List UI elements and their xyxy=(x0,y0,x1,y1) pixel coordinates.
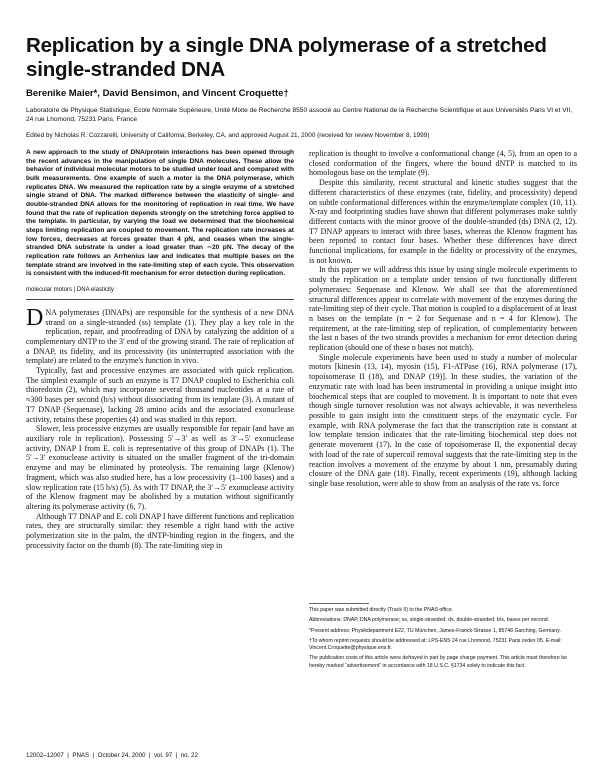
page-footer: 12002–12007 | PNAS | October 24, 2000 | vol. 97 | no. 22 xyxy=(26,752,198,759)
left-column xyxy=(26,149,294,550)
footnote: †To whom reprint requests should be addressed at: LPS-ENS 24 rue Lhomond, 75231 Paris cedex 05. E-mail: Vincent.Croquette@physique.ens.fr. xyxy=(309,637,562,652)
footnote: This paper was submitted directly (Track II) to the PNAS office. xyxy=(309,607,454,613)
body-paragraph: replication is thought to involve a conformational change (4, 5), from an open to a closed conformation of the fingers, where the bound dNTP is matched to its homologous base on the template (9). xyxy=(309,149,577,178)
author-list: Berenike Maier*, David Bensimon, and Vincent Croquette† xyxy=(26,88,289,99)
body-paragraph: Single molecule experiments have been used to study a number of molecular motors [kinesin (13, 14), myosin (15), F1-ATPase (16), RNA polymerase (17), topoisomerase II (18), and DNAP (19)]. In these studies, the variation of the enzymatic rate with load has been instrumental in providing a unique insight into biochemical steps that are coupled to movement. It is important to note that even though single turnover resolution was not always achievable, it was nevertheless possible to gain insight into the constituent steps of the enzymatic cycle. For example, with RNA polymerase the fact that the transcription rate is constant at low template tension indicates that the rate-limiting biochemical step does not generate movement (17). In the case of topoisomerase II, the exponential decay with load of the rate of supercoil removal suggests that the rate-limiting step in the reaction involves a movement of the enzyme by about 1 nm, presumably during closure of the DNA gate (18). Finally, recent experiments (19), although lacking single base resolution, were able to show from an analysis of the rate vs. force xyxy=(309,352,577,488)
body-paragraph: Although T7 DNAP and E. coli DNAP I have different functions and replication rates, they are structurally similar: they resemble a right hand with the active polymerization site in the palm, the dNTP-binding region in the fingers, and the processivity factor on the thumb (8). The rate-limiting step in xyxy=(26,511,294,550)
right-column xyxy=(309,149,577,489)
footnote: The publication costs of this article were defrayed in part by page charge payment. This article must therefore be hereby marked “advertisement” in accordance with 18 U.S.C. §1734 solely to indicate this fact. xyxy=(309,655,567,669)
abstract: A new approach to the study of DNA/protein interactions has been opened through the recent advances in the manipulation of single DNA molecules. These allow the behavior of individual molecular motors to be studied under load and compared with bulk measurements. One example of such a motor is the DNA polymerase, which replicates DNA. We measured the replication rate by a single enzyme of a stretched single strand of DNA. The marked difference between the elasticity of single- and double-stranded DNA allows for the monitoring of replication in real time. We have found that the rate of replication depends strongly on the stretching force applied to the template. In particular, by varying the load we determined that the biochemical steps limiting replication are coupled to movement. The replication rate increases at low forces, decreases at forces greater than 4 pN, and ceases when the single-stranded DNA substrate is under a load greater than ∼20 pN. The decay of the replication rate follows an Arrhenius law and indicates that multiple bases on the template strand are involved in the rate-limiting step of each cycle. This observation is consistent with the induced-fit mechanism for error detection during replication. xyxy=(26,149,294,278)
footnote-divider xyxy=(309,603,369,604)
affiliation: Laboratoire de Physique Statistique, Ecole Normale Supérieure, Unité Mixte de Recherche 8550 associé au Centre National de la Recherche Scientifique et aux Universités Paris VI et VII, 24 rue Lhomond, 75231 Paris, France xyxy=(26,107,573,123)
article-title: Replication by a single DNA polymerase of a stretched single-stranded DNA xyxy=(26,34,547,81)
body-paragraph: Typically, fast and processive enzymes are associated with quick replication. The simplest example of such an enzyme is T7 DNAP coupled to Escherichia coli thioredoxin (2), which may incorporate several thousand nucleotides at a rate of ≈300 bases per second (b/s) without dissociating from its template (3). A mutant of T7 DNAP (Sequenase), lacking 28 amino acids and the associated exonuclease activity, retains these properties (4) and was studied in this report. xyxy=(26,366,294,424)
footnote: Abbreviations: DNAP, DNA polymerase; ss, single-stranded; ds, double-stranded; b/s, bases per second. xyxy=(309,617,550,624)
body-paragraph xyxy=(26,304,294,366)
keywords: molecular motors | DNA elasticity xyxy=(26,286,114,293)
body-paragraph: In this paper we will address this issue by using single molecule experiments to study the replication on a template under tension of two functionally different polymerases: Sequenase and Klenow. We shall see that the aforementioned structural differences appear to correlate with movement of the enzymes during the rate-limiting step of their cycle. That motion is coupled to a displacement of at least n bases on the template (n = 2 for Sequenase and n = 4 for Klenow). The requirement, at the rate-limiting step of replication, of complementarity between the last n bases of the two strands provides a mechanism for error detection during replication (should one of these n bases not match). xyxy=(309,265,577,353)
body-paragraph-text: NA polymerases (DNAPs) are responsible for the synthesis of a new DNA strand on a single-stranded (ss) template (1). They play a key role in the replication, repair, and proofreading of DNA by catalyzing the addition of a complementary dNTP to the 3′ end of the growing strand. The rate of replication of a DNAP, its fidelity, and its processivity (its uninterrupted association with the template) are related to the enzyme's function in vivo. xyxy=(26,307,294,366)
footnotes xyxy=(309,603,577,673)
body-paragraph: Despite this similarity, recent structural and kinetic studies suggest that the different characteristics of these enzymes (rate, fidelity, and processivity) depend on subtle conformational differences within the enzyme/template complex (10, 11). X-ray and footprinting studies have shown that different polymerases make subtly different contacts with the minor groove of the double-stranded (ds) DNA (2, 12). T7 DNAP appears to interact with three bases, whereas the Klenow fragment has been reported to contact four bases. Whether these differences have direct functional implications, for example in the fidelity or processivity of the enzymes, is not known. xyxy=(309,178,577,265)
section-divider xyxy=(26,299,294,300)
drop-cap: D xyxy=(26,304,44,331)
footnote: *Present address: Physikdepartment E22, TU München, James-Franck-Strasse 1, 85748 Garching, Germany. xyxy=(309,627,561,634)
edited-by-line: Edited by Nicholas R. Cozzarelli, University of California, Berkeley, CA, and approved August 21, 2000 (received for review November 8, 1999) xyxy=(26,132,430,139)
body-paragraph: Slower, less processive enzymes are usually responsible for repair (and have an auxiliary role in replication). Possessing 5′→3′ as well as 3′→5′ exonuclease activity, DNAP I from E. coli is representative of this group of DNAPs (1). The 5′→3′ exonuclease activity is situated on the smaller fragment of the tri-domain enzyme and may be eliminated by proteolysis. The remaining large (Klenow) fragment, which was also studied here, has a low processivity (1–100 bases) and a slow replication rate (15 b/s) (5). As with T7 DNAP, the 3′→5′ exonuclease activity of the Klenow fragment may be abolished by a mutation without significantly altering its polymerase activity (6, 7). xyxy=(26,424,294,511)
